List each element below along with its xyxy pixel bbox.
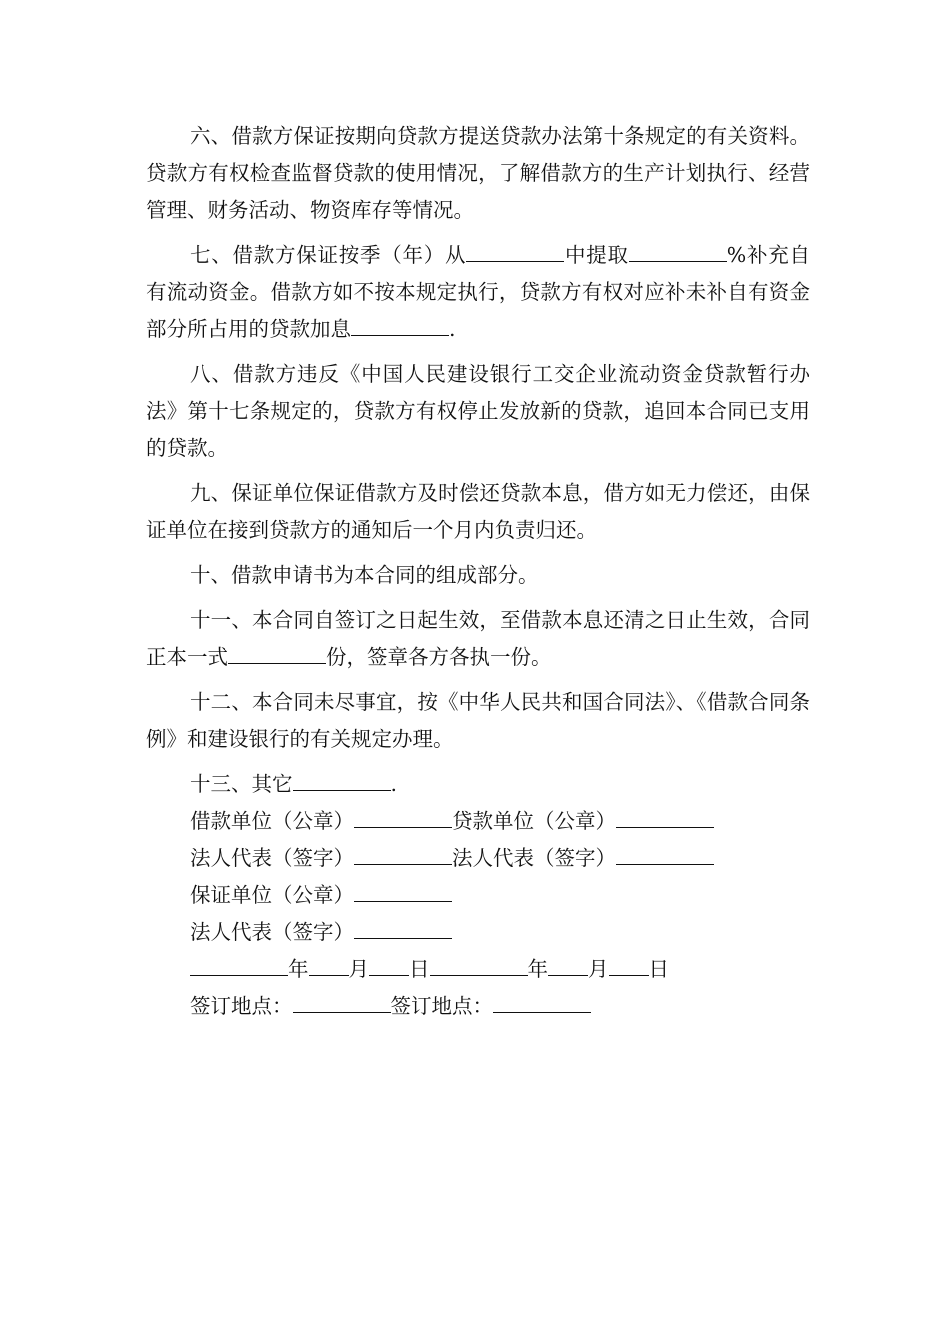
clause-eleven-text-b: 份，签章各方各执一份。 [326, 645, 552, 669]
blank-field[interactable] [354, 916, 452, 939]
blank-field[interactable] [369, 953, 409, 976]
clause-seven-text-a: 七、借款方保证按季（年）从 [190, 243, 467, 267]
blank-field[interactable] [616, 842, 714, 865]
blank-field[interactable] [466, 239, 564, 262]
signature-row-guarantor-rep [146, 914, 810, 951]
clause-ten [146, 557, 810, 594]
blank-field[interactable] [354, 879, 452, 902]
year-label: 年 [288, 957, 309, 981]
legal-rep-label: 法人代表（签字） [452, 846, 616, 870]
blank-field[interactable] [609, 953, 649, 976]
day-label: 日 [409, 957, 430, 981]
clause-six-text: 六、借款方保证按期向贷款方提送贷款办法第十条规定的有关资料。贷款方有权检查监督贷款的使用情况，了解借款方的生产计划执行、经营管理、财务活动、物资库存等情况。 [146, 124, 810, 222]
signature-row-guarantor [146, 877, 810, 914]
legal-rep-label: 法人代表（签字） [190, 846, 354, 870]
date-row [146, 951, 810, 988]
blank-field[interactable] [616, 805, 714, 828]
month-label: 月 [348, 957, 369, 981]
blank-field[interactable] [293, 990, 391, 1013]
legal-rep-label: 法人代表（签字） [190, 920, 354, 944]
clause-seven [146, 237, 810, 348]
clause-nine [146, 475, 810, 549]
blank-field[interactable] [629, 239, 727, 262]
day-label: 日 [648, 957, 669, 981]
signature-row-seals [146, 803, 810, 840]
blank-field[interactable] [228, 641, 326, 664]
blank-field[interactable] [354, 842, 452, 865]
clause-nine-text: 九、保证单位保证借款方及时偿还贷款本息，借方如无力偿还，由保证单位在接到贷款方的通知后一个月内负责归还。 [146, 481, 810, 542]
blank-field[interactable] [351, 313, 449, 336]
clause-thirteen-text-a: 十三、其它 [190, 772, 293, 796]
clause-eleven-text-a: 十一、本合同自签订之日起生效，至借款本息还清之日止生效，合同正本一式 [146, 608, 810, 669]
clause-eleven [146, 602, 810, 676]
lender-seal-label: 贷款单位（公章） [452, 809, 616, 833]
blank-field[interactable] [190, 953, 288, 976]
blank-field[interactable] [548, 953, 588, 976]
signature-row-legal-reps [146, 840, 810, 877]
blank-field[interactable] [309, 953, 349, 976]
borrower-seal-label: 借款单位（公章） [190, 809, 354, 833]
clause-seven-text-d: . [449, 317, 456, 341]
clause-seven-text-b: 中提取 [564, 243, 629, 267]
blank-field[interactable] [430, 953, 528, 976]
clause-thirteen-text-b: . [390, 772, 398, 796]
sign-place-row [146, 988, 810, 1025]
clause-thirteen [146, 766, 810, 803]
year-label: 年 [527, 957, 548, 981]
clause-seven-text-c: %补充自有流动资金。借款方如不按本规定执行，贷款方有权对应补未补自有资金部分所占用的贷款加息 [146, 243, 811, 341]
clause-twelve-text: 十二、本合同未尽事宜，按《中华人民共和国合同法》、《借款合同条例》和建设银行的有关规定办理。 [146, 690, 810, 751]
contract-body [146, 118, 810, 1025]
clause-eight-text: 八、借款方违反《中国人民建设银行工交企业流动资金贷款暂行办法》第十七条规定的，贷款方有权停止发放新的贷款，追回本合同已支用的贷款。 [146, 362, 810, 460]
guarantor-seal-label: 保证单位（公章） [190, 883, 354, 907]
clause-six [146, 118, 810, 229]
sign-place-label: 签订地点： [190, 994, 293, 1018]
clause-twelve [146, 684, 810, 758]
clause-ten-text: 十、借款申请书为本合同的组成部分。 [190, 563, 539, 587]
blank-field[interactable] [293, 768, 391, 791]
clause-eight [146, 356, 810, 467]
sign-place-label: 签订地点： [390, 994, 493, 1018]
blank-field[interactable] [493, 990, 591, 1013]
month-label: 月 [588, 957, 609, 981]
blank-field[interactable] [354, 805, 452, 828]
